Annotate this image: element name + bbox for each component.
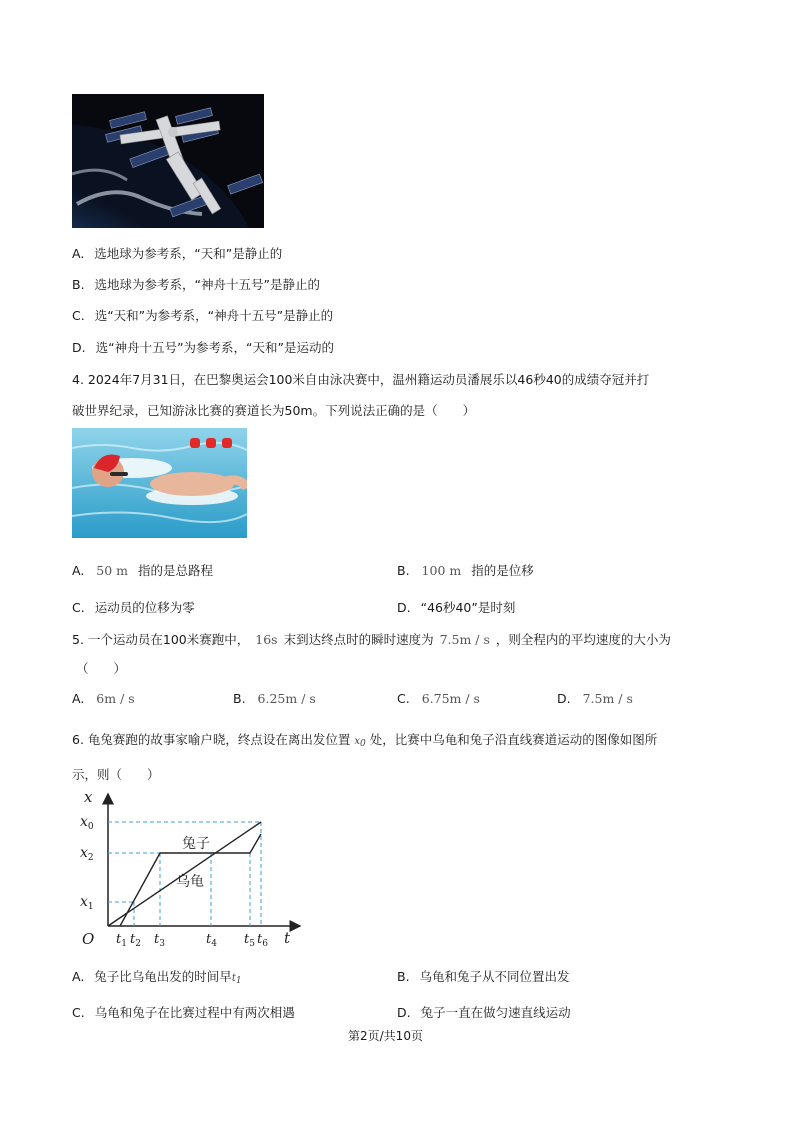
option-value: 6.25m / s <box>257 691 316 706</box>
x-tick-t4: $t_4$ <box>206 932 217 948</box>
q6-option-d <box>397 1003 571 1021</box>
q3-option-c <box>72 306 333 324</box>
option-math: t1 <box>231 973 242 986</box>
x-tick-t2: $t_2$ <box>130 932 141 948</box>
option-letter: B. <box>397 563 410 578</box>
page-footer: 第2页/共10页 <box>348 1029 423 1043</box>
q5-time-value: 16s <box>255 632 278 647</box>
option-text: 选地球为参考系，“天和”是静止的 <box>94 246 283 261</box>
option-math: 50 m <box>96 563 129 578</box>
option-text: 兔子一直在做匀速直线运动 <box>420 1005 571 1020</box>
rabbit-label: 兔子 <box>182 836 210 852</box>
option-letter: B. <box>233 691 246 706</box>
q6-option-b <box>397 967 570 985</box>
q6-prefix: 6. 龟兔赛跑的故事家喻户晓，终点设在离出发位置 <box>72 732 351 747</box>
q6-suffix: 处，比赛中乌龟和兔子沿直线赛道运动的图像如图所 <box>369 732 658 747</box>
option-letter: B. <box>72 277 85 292</box>
option-letter: D. <box>397 1005 411 1020</box>
q4-option-c <box>72 598 195 616</box>
option-letter: D. <box>557 691 571 706</box>
option-text: 乌龟和兔子在比赛过程中有两次相遇 <box>94 1005 295 1020</box>
q5-middle: 末到达终点时的瞬时速度为 <box>283 632 434 647</box>
y-axis-label: x <box>84 788 93 806</box>
option-letter: C. <box>72 600 85 615</box>
y-tick-x1: $x_1$ <box>80 894 94 912</box>
q5-bracket: （ ） <box>76 661 127 676</box>
y-tick-x2: $x_2$ <box>80 845 94 863</box>
q3-option-b <box>72 275 320 293</box>
q4-option-a <box>72 561 213 579</box>
option-letter: B. <box>397 969 410 984</box>
y-tick-x0: $x_0$ <box>80 814 94 832</box>
xt-graph <box>72 788 312 948</box>
q5-option-d <box>557 691 633 706</box>
option-text: 指的是总路程 <box>138 563 214 578</box>
option-text: 选地球为参考系，“神舟十五号”是静止的 <box>94 277 320 292</box>
space-station-photo <box>72 94 264 228</box>
q5-prefix: 5. 一个运动员在100米赛跑中， <box>72 632 250 647</box>
option-letter: D. <box>72 340 86 355</box>
q3-option-a <box>72 244 282 262</box>
option-value: 7.5m / s <box>582 691 633 706</box>
x-tick-t3: $t_3$ <box>154 932 165 948</box>
swimmer-photo <box>72 428 247 538</box>
option-text: 运动员的位移为零 <box>94 600 195 615</box>
option-math: 100 m <box>421 563 462 578</box>
q6-option-c <box>72 1003 295 1021</box>
q5-velocity-value: 7.5m / s <box>439 632 490 647</box>
q4-stem-line1: 4. 2024年7月31日，在巴黎奥运会100米自由泳决赛中，温州籍运动员潘展乐以46秒40的成绩夺冠并打 <box>72 372 650 387</box>
option-text: 选“神舟十五号”为参考系，“天和”是运动的 <box>95 340 334 355</box>
option-letter: A. <box>72 246 85 261</box>
option-text: 选“天和”为参考系，“神舟十五号”是静止的 <box>94 308 334 323</box>
q5-option-b <box>233 691 316 706</box>
q6-x0: x0 <box>354 736 366 749</box>
x-tick-t5: $t_5$ <box>244 932 255 948</box>
x-axis-label: t <box>284 929 291 947</box>
x-tick-t6: $t_6$ <box>257 932 268 948</box>
option-value: 6m / s <box>96 691 135 706</box>
option-letter: C. <box>72 308 85 323</box>
option-letter: D. <box>397 600 411 615</box>
option-text: 乌龟和兔子从不同位置出发 <box>419 969 570 984</box>
q4-option-d <box>397 598 515 616</box>
option-letter: C. <box>72 1005 85 1020</box>
q4-option-b <box>397 561 534 579</box>
q5-option-a <box>72 691 135 706</box>
option-letter: C. <box>397 691 410 706</box>
q6-option-a <box>72 967 242 986</box>
option-value: 6.75m / s <box>421 691 480 706</box>
q4-stem-line2: 破世界纪录，已知游泳比赛的赛道长为50m。下列说法正确的是（ ） <box>72 403 476 418</box>
option-text: 兔子比乌龟出发的时间早 <box>94 969 232 984</box>
option-text: 指的是位移 <box>471 563 534 578</box>
option-letter: A. <box>72 969 85 984</box>
option-letter: A. <box>72 563 85 578</box>
q5-suffix: ，则全程内的平均速度的大小为 <box>495 632 671 647</box>
x-tick-t1: $t_1$ <box>116 932 127 948</box>
origin-label: O <box>82 930 95 948</box>
q3-option-d <box>72 338 334 356</box>
option-letter: A. <box>72 691 85 706</box>
q6-stem-line1 <box>72 730 657 749</box>
option-text: “46秒40”是时刻 <box>420 600 516 615</box>
tortoise-label: 乌龟 <box>176 874 204 890</box>
q6-stem-line2: 示，则（ ） <box>72 767 160 782</box>
q5-option-c <box>397 691 480 706</box>
q5-stem-line1 <box>72 630 671 648</box>
